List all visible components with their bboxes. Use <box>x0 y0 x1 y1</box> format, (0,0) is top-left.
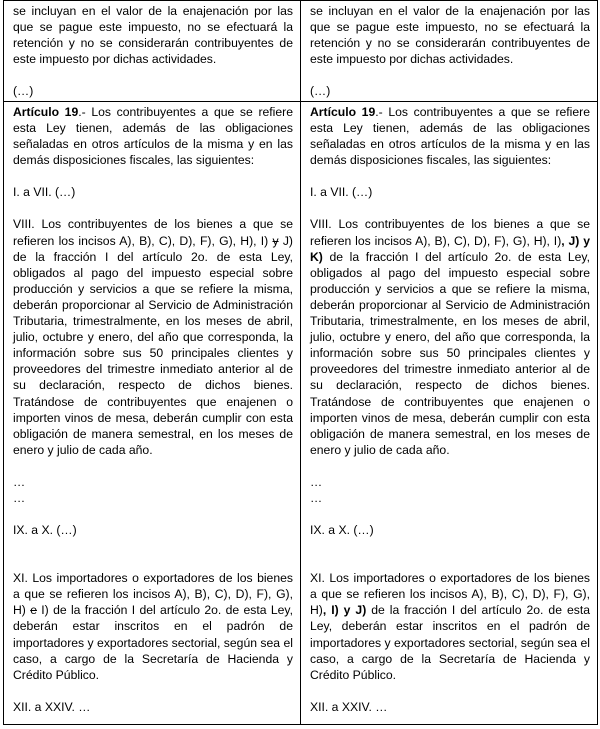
right-article-19-intro <box>310 104 590 168</box>
left-article-intro-text: .- Los contribuyentes a que se refiere esta Ley tienen, además de las obligaciones señaladas en otros artículos de la misma y en las demás disposiciones fiscales, las siguientes: <box>13 105 293 168</box>
right-fraction-ix-x: IX. a X. (…) <box>310 523 374 538</box>
left-fraction-xii-xxiv: XII. a XXIV. … <box>13 699 91 714</box>
left-xi-text-a: XI. Los importadores o exportadores de los bienes a que se refieren los incisos A), B), C), D), F), G), H) <box>13 571 293 618</box>
right-top-ellipsis: (…) <box>310 84 331 99</box>
right-xi-text-b: de la fracción I del artículo 2o. de esta Ley, deberán estar inscritos en el padrón de importadores y exportadores sectorial, según sea el caso, a cargo de la Secretaría de Hacienda y Crédito Público. <box>310 603 591 682</box>
right-xi-bold: , I) y J) <box>322 603 367 618</box>
left-top-ellipsis: (…) <box>13 84 34 99</box>
left-fraction-ix-x: IX. a X. (…) <box>13 523 77 538</box>
left-viii-text-a: VIII. Los contribuyentes de los bienes a que se refieren los incisos A), B), C), D), F), G), H), I) <box>13 217 293 248</box>
table-row <box>4 1 598 102</box>
left-article-label: Artículo 19 <box>13 105 79 119</box>
right-viii-bold: , J) y K) <box>310 233 590 264</box>
table-row <box>4 102 598 725</box>
left-viii-struck: y <box>272 233 279 248</box>
left-article-19-intro <box>13 104 293 168</box>
right-fraction-viii <box>310 216 590 457</box>
right-fraction-i-vii: I. a VII. (…) <box>310 185 373 200</box>
left-fraction-viii <box>13 216 293 457</box>
right-viii-text-b: de la fracción I del artículo 2o. de esta Ley, obligados al pago del impuesto especial sobre producción y servicios a que se refiere la misma, deberán proporcionar al Servicio de Administración Tributaria, trimestralmente, en los meses de abril, julio, octubre y enero, del año que corresponda, la información sobre sus 50 principales clientes y proveedores del trimestre inmediato anterior al de su declaración, respecto de dichos bienes. Tratándose de contribuyentes que enajenen o importen vinos de mesa, deberán cumplir con esta obligación de manera semestral, en los meses de enero y julio de cada año. <box>310 249 590 457</box>
left-article-cell <box>4 102 301 725</box>
right-article-intro-text: .- Los contribuyentes a que se refiere esta Ley tienen, además de las obligaciones señaladas en otros artículos de la misma y en las demás disposiciones fiscales, las siguientes: <box>310 105 590 168</box>
left-top-text: se incluyan en el valor de la enajenación por las que se pague este impuesto, no se efectuará la retención y no se considerarán contribuyentes de este impuesto por dichas actividades. <box>13 4 293 67</box>
right-dots-1: … <box>310 474 323 489</box>
right-viii-text-a: VIII. Los contribuyentes de los bienes a que se refieren los incisos A), B), C), D), F), G), H), I) <box>310 217 590 248</box>
left-dots-1: … <box>13 474 26 489</box>
right-fraction-xii-xxiv: XII. a XXIV. … <box>310 699 388 714</box>
left-xi-text-b: I) de la fracción I del artículo 2o. de esta Ley, deberán estar inscritos en el padrón de importadores y exportadores sectorial, según sea el caso, a cargo de la Secretaría de Hacienda y Crédito Público. <box>13 603 293 682</box>
right-article-cell <box>301 102 598 725</box>
right-article-label: Artículo 19 <box>310 105 376 119</box>
right-top-cell <box>301 1 598 102</box>
left-viii-text-b: J) de la fracción I del artículo 2o. de esta Ley, obligados al pago del impuesto especial sobre producción y servicios a que se refiere la misma, deberán proporcionar al Servicio de Administración Tributaria, trimestralmente, en los meses de abril, julio, octubre y enero, del año que corresponda, la información sobre sus 50 principales clientes y proveedores del trimestre inmediato anterior al de su declaración, respecto de dichos bienes. Tratándose de contribuyentes que enajenen o importen vinos de mesa, deberán cumplir con esta obligación de manera semestral, en los meses de enero y julio de cada año. <box>13 233 293 457</box>
left-fraction-i-vii: I. a VII. (…) <box>13 185 76 200</box>
left-top-cell <box>4 1 301 102</box>
left-dots-2: … <box>13 490 26 505</box>
comparison-table <box>3 0 598 725</box>
right-top-text: se incluyan en el valor de la enajenación por las que se pague este impuesto, no se efectuará la retención y no se considerarán contribuyentes de este impuesto por dichas actividades. <box>310 4 590 67</box>
right-dots-2: … <box>310 490 323 505</box>
left-xi-struck: e <box>30 603 37 618</box>
right-xi-text-a: XI. Los importadores o exportadores de los bienes a que se refieren los incisos A), B), C), D), F), G), H) <box>310 571 590 618</box>
right-fraction-xi <box>310 570 590 683</box>
left-fraction-xi <box>13 570 293 683</box>
